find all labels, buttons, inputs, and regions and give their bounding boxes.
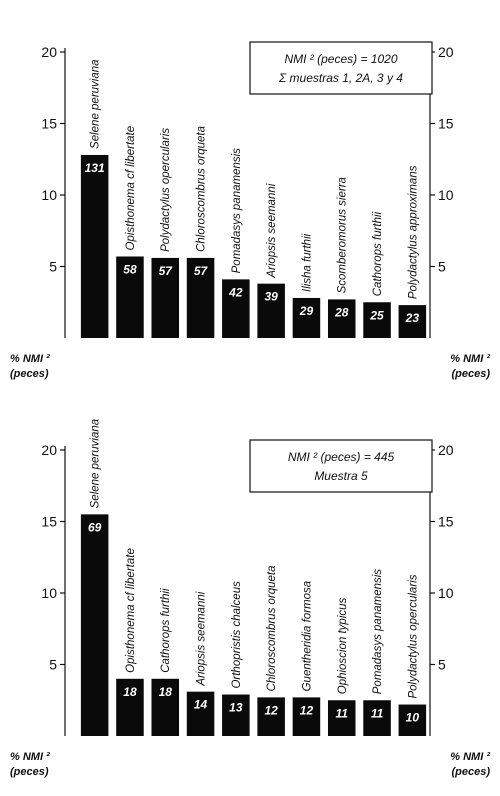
category-label: Opisthonema cf libertate	[124, 125, 137, 251]
y-tick-label-right: 10	[438, 585, 454, 601]
category-label: Chloroscombrus orqueta	[266, 565, 279, 692]
category-label: Ilisha furthii	[301, 233, 314, 292]
bar-count-label: 12	[299, 703, 314, 718]
y-tick-label-right: 5	[438, 656, 446, 673]
y-tick-label-right: 15	[438, 115, 454, 132]
category-label: Polydactylus opercularis	[407, 574, 420, 699]
y-tick-label-right: 5	[438, 258, 446, 275]
bar-count-label: 18	[123, 684, 137, 699]
y-axis-label-left: % NMI ²	[10, 751, 50, 763]
category-label: Guentheridia formosa	[301, 580, 314, 692]
category-label: Ariopsis seemanni	[266, 183, 279, 278]
bar-count-label: 13	[229, 700, 243, 715]
bar-count-label: 57	[193, 263, 208, 278]
bar	[81, 514, 109, 736]
bar-chart-muestra-5	[0, 398, 500, 788]
category-label: Orthopristis chalceus	[230, 581, 243, 689]
bar-count-label: 12	[264, 703, 278, 718]
bar-count-label: 28	[335, 305, 349, 320]
bar-count-label: 69	[87, 520, 102, 535]
y-tick-label-left: 5	[49, 656, 57, 673]
category-label: Polydactylus approximans	[407, 165, 420, 300]
bar	[81, 155, 109, 338]
legend-box-line2: Muestra 5	[314, 469, 368, 483]
bar-count-label: 39	[264, 289, 278, 304]
y-tick-label-left: 20	[41, 44, 57, 60]
bar-count-label: 23	[405, 311, 420, 326]
bar-count-label: 42	[229, 285, 243, 300]
category-label: Cathorops furthii	[160, 588, 173, 673]
bar-count-label: 57	[158, 263, 172, 278]
category-label: Ophioscion typicus	[336, 597, 349, 695]
y-tick-label-left: 15	[41, 513, 57, 530]
category-label: Pomadasys panamensis	[230, 148, 243, 274]
category-label: Polydactylus opercularis	[160, 127, 173, 252]
y-tick-label-right: 10	[438, 187, 454, 203]
category-label: Selene peruviana	[89, 418, 102, 509]
y-tick-label-right: 15	[438, 513, 454, 530]
bar-count-label: 14	[193, 697, 208, 712]
legend-box	[250, 440, 432, 492]
category-label: Cathorops furthii	[372, 211, 385, 297]
category-label: Pomadasys panamensis	[372, 568, 385, 695]
y-axis-label-right: % NMI ²	[450, 353, 490, 365]
bar-count-label: 58	[123, 262, 137, 277]
bar-count-label: 29	[299, 303, 314, 318]
y-axis-label-right: % NMI ²	[450, 751, 490, 763]
y-tick-label-left: 5	[49, 258, 57, 275]
legend-box-line2: Σ muestras 1, 2A, 3 y 4	[279, 71, 403, 85]
legend-box-line1: NMI ² (peces) = 1020	[284, 52, 398, 66]
category-label: Chloroscombrus orqueta	[195, 125, 208, 252]
bar-count-label: 18	[158, 684, 172, 699]
y-axis-label-left-unit: (peces)	[10, 368, 49, 380]
legend-box	[250, 42, 432, 94]
bar-count-label: 131	[84, 160, 105, 175]
y-tick-label-right: 20	[438, 44, 454, 60]
bar-count-label: 11	[370, 706, 384, 721]
y-axis-label-left: % NMI ²	[10, 353, 50, 365]
y-tick-label-left: 20	[41, 442, 57, 458]
category-label: Ariopsis seemanni	[195, 591, 208, 686]
y-axis-label-right-unit: (peces)	[451, 766, 490, 778]
category-label: Selene peruviana	[89, 59, 102, 149]
y-axis-label-right-unit: (peces)	[451, 368, 490, 380]
y-tick-label-left: 10	[41, 187, 57, 203]
y-tick-label-right: 20	[438, 442, 454, 458]
bar-count-label: 10	[405, 710, 420, 725]
y-tick-label-left: 10	[41, 585, 57, 601]
bar-chart-muestras-1-2a-3-4	[0, 0, 500, 390]
category-label: Scomberomorus sierra	[336, 177, 349, 294]
category-label: Opisthonema cf libertate	[124, 548, 137, 673]
bar-count-label: 25	[370, 308, 384, 323]
bar-count-label: 11	[335, 706, 348, 721]
legend-box-line1: NMI ² (peces) = 445	[287, 450, 395, 464]
y-tick-label-left: 15	[41, 115, 57, 132]
y-axis-label-left-unit: (peces)	[10, 766, 49, 778]
